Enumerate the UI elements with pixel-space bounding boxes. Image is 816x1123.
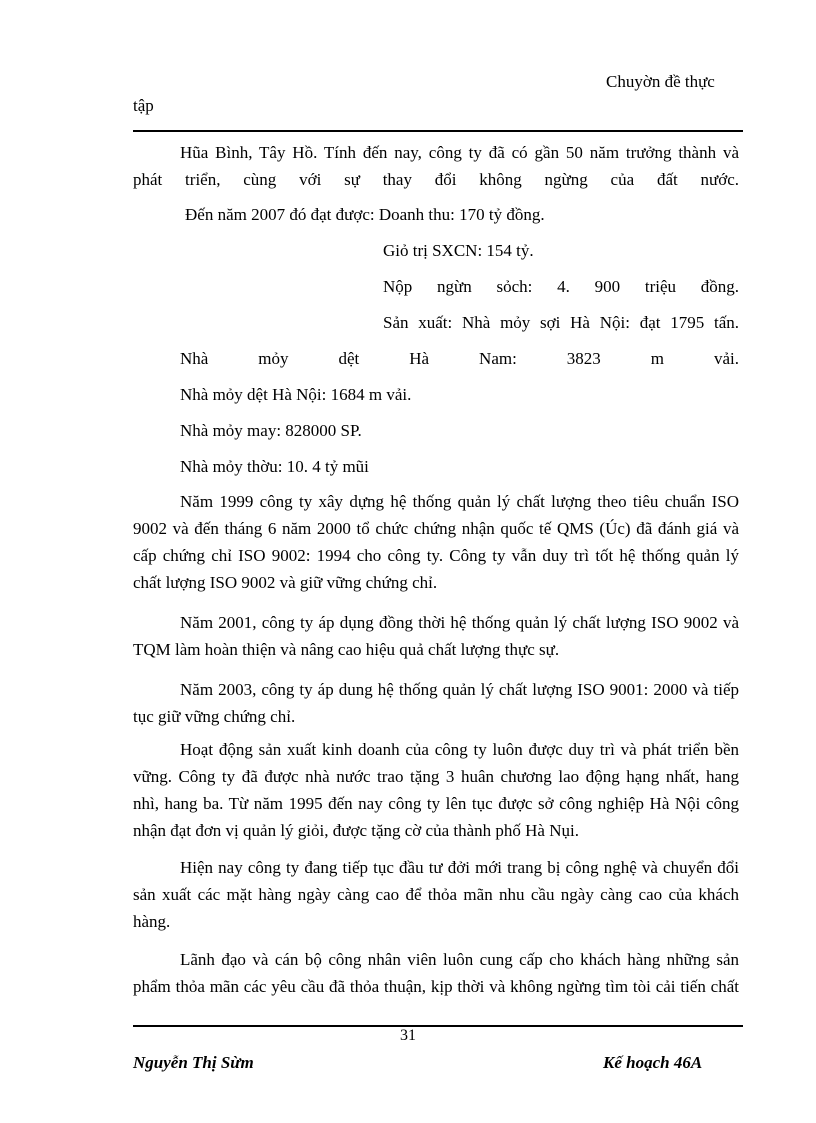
text-line: Sản xuất: Nhà mỏy sợi Hà Nội: đạt 1795 tấn.	[383, 313, 739, 332]
text-line: sản xuất các mặt hàng ngày càng cao để thỏa mãn nhu cầu ngày càng cao của khách	[133, 885, 739, 904]
text-line: TQM làm hoàn thiện và nâng cao hiệu quả chất lượng thực sự.	[133, 640, 560, 659]
text-line: Nhà mỏy thờu: 10. 4 tỷ mũi	[180, 457, 369, 476]
header-title-continued: tập	[133, 96, 154, 115]
text-line: vững. Công ty đã được nhà nước trao tặng 3 huân chương lao động hạng nhất, hang	[133, 767, 739, 786]
text-line: Nộp ngừn sỏch: 4. 900 triệu đồng.	[383, 277, 739, 296]
text-line: hàng.	[133, 912, 171, 931]
text-line: Lãnh đạo và cán bộ công nhân viên luôn cung cấp cho khách hàng những sản	[180, 950, 739, 969]
text-line: Năm 2003, công ty áp dung hệ thống quản lý chất lượng ISO 9001: 2000 và tiếp	[180, 680, 739, 699]
text-line: nhận đạt đơn vị quản lý giỏi, được tặng cờ của thành phố Hà Nụi.	[133, 821, 579, 840]
text-line: 9002 và đến tháng 6 năm 2000 tổ chức chứng nhận quốc tế QMS (Úc) đã đánh giá và	[133, 519, 739, 538]
page-number: 31	[400, 1027, 416, 1044]
text-line: phẩm thỏa mãn các yêu cầu đã thỏa thuận, kịp thời và không ngừng tìm tòi cải tiến chất	[133, 977, 739, 996]
header-title: Chuyờn đề thực	[606, 72, 715, 91]
footer-author: Nguyễn Thị Sừm	[133, 1053, 254, 1072]
text-line: nhì, hang ba. Từ năm 1995 đến nay công ty lên tục được sở công nghiệp Hà Nội công	[133, 794, 739, 813]
text-line: Hũa Bình, Tây Hồ. Tính đến nay, công ty đã có gần 50 năm trưởng thành và	[180, 143, 739, 162]
text-line: Hoạt động sản xuất kinh doanh của công ty luôn được duy trì và phát triển bền	[180, 740, 739, 759]
header-rule	[133, 130, 743, 132]
text-line: Năm 2001, công ty áp dụng đồng thời hệ thống quản lý chất lượng ISO 9002 và	[180, 613, 739, 632]
text-line: Nhà mỏy dệt Hà Nội: 1684 m vải.	[180, 385, 412, 404]
footer-class: Kế hoạch 46A	[603, 1053, 703, 1072]
text-line: Hiện nay công ty đang tiếp tục đầu tư đởi mới trang bị công nghệ và chuyển đổi	[180, 858, 739, 877]
text-line: Nhà mỏy may: 828000 SP.	[180, 421, 362, 440]
text-line: Giỏ trị SXCN: 154 tỷ.	[383, 241, 534, 260]
text-line: chất lượng ISO 9002 và giữ vững chứng chỉ.	[133, 573, 438, 592]
text-line: Năm 1999 công ty xây dựng hệ thống quản lý chất lượng theo tiêu chuẩn ISO	[180, 492, 739, 511]
text-line: Nhà mỏy dệt Hà Nam: 3823 m vải.	[180, 349, 739, 368]
text-line: Đến năm 2007 đó đạt được: Doanh thu: 170 tỷ đồng.	[185, 205, 545, 224]
text-line: tục giữ vững chứng chỉ.	[133, 707, 296, 726]
text-line: phát triển, cùng với sự thay đổi không ngừng của đất nước.	[133, 170, 739, 189]
text-line: cấp chứng chỉ ISO 9002: 1994 cho công ty. Công ty vẫn duy trì tốt hệ thống quản lý	[133, 546, 739, 565]
